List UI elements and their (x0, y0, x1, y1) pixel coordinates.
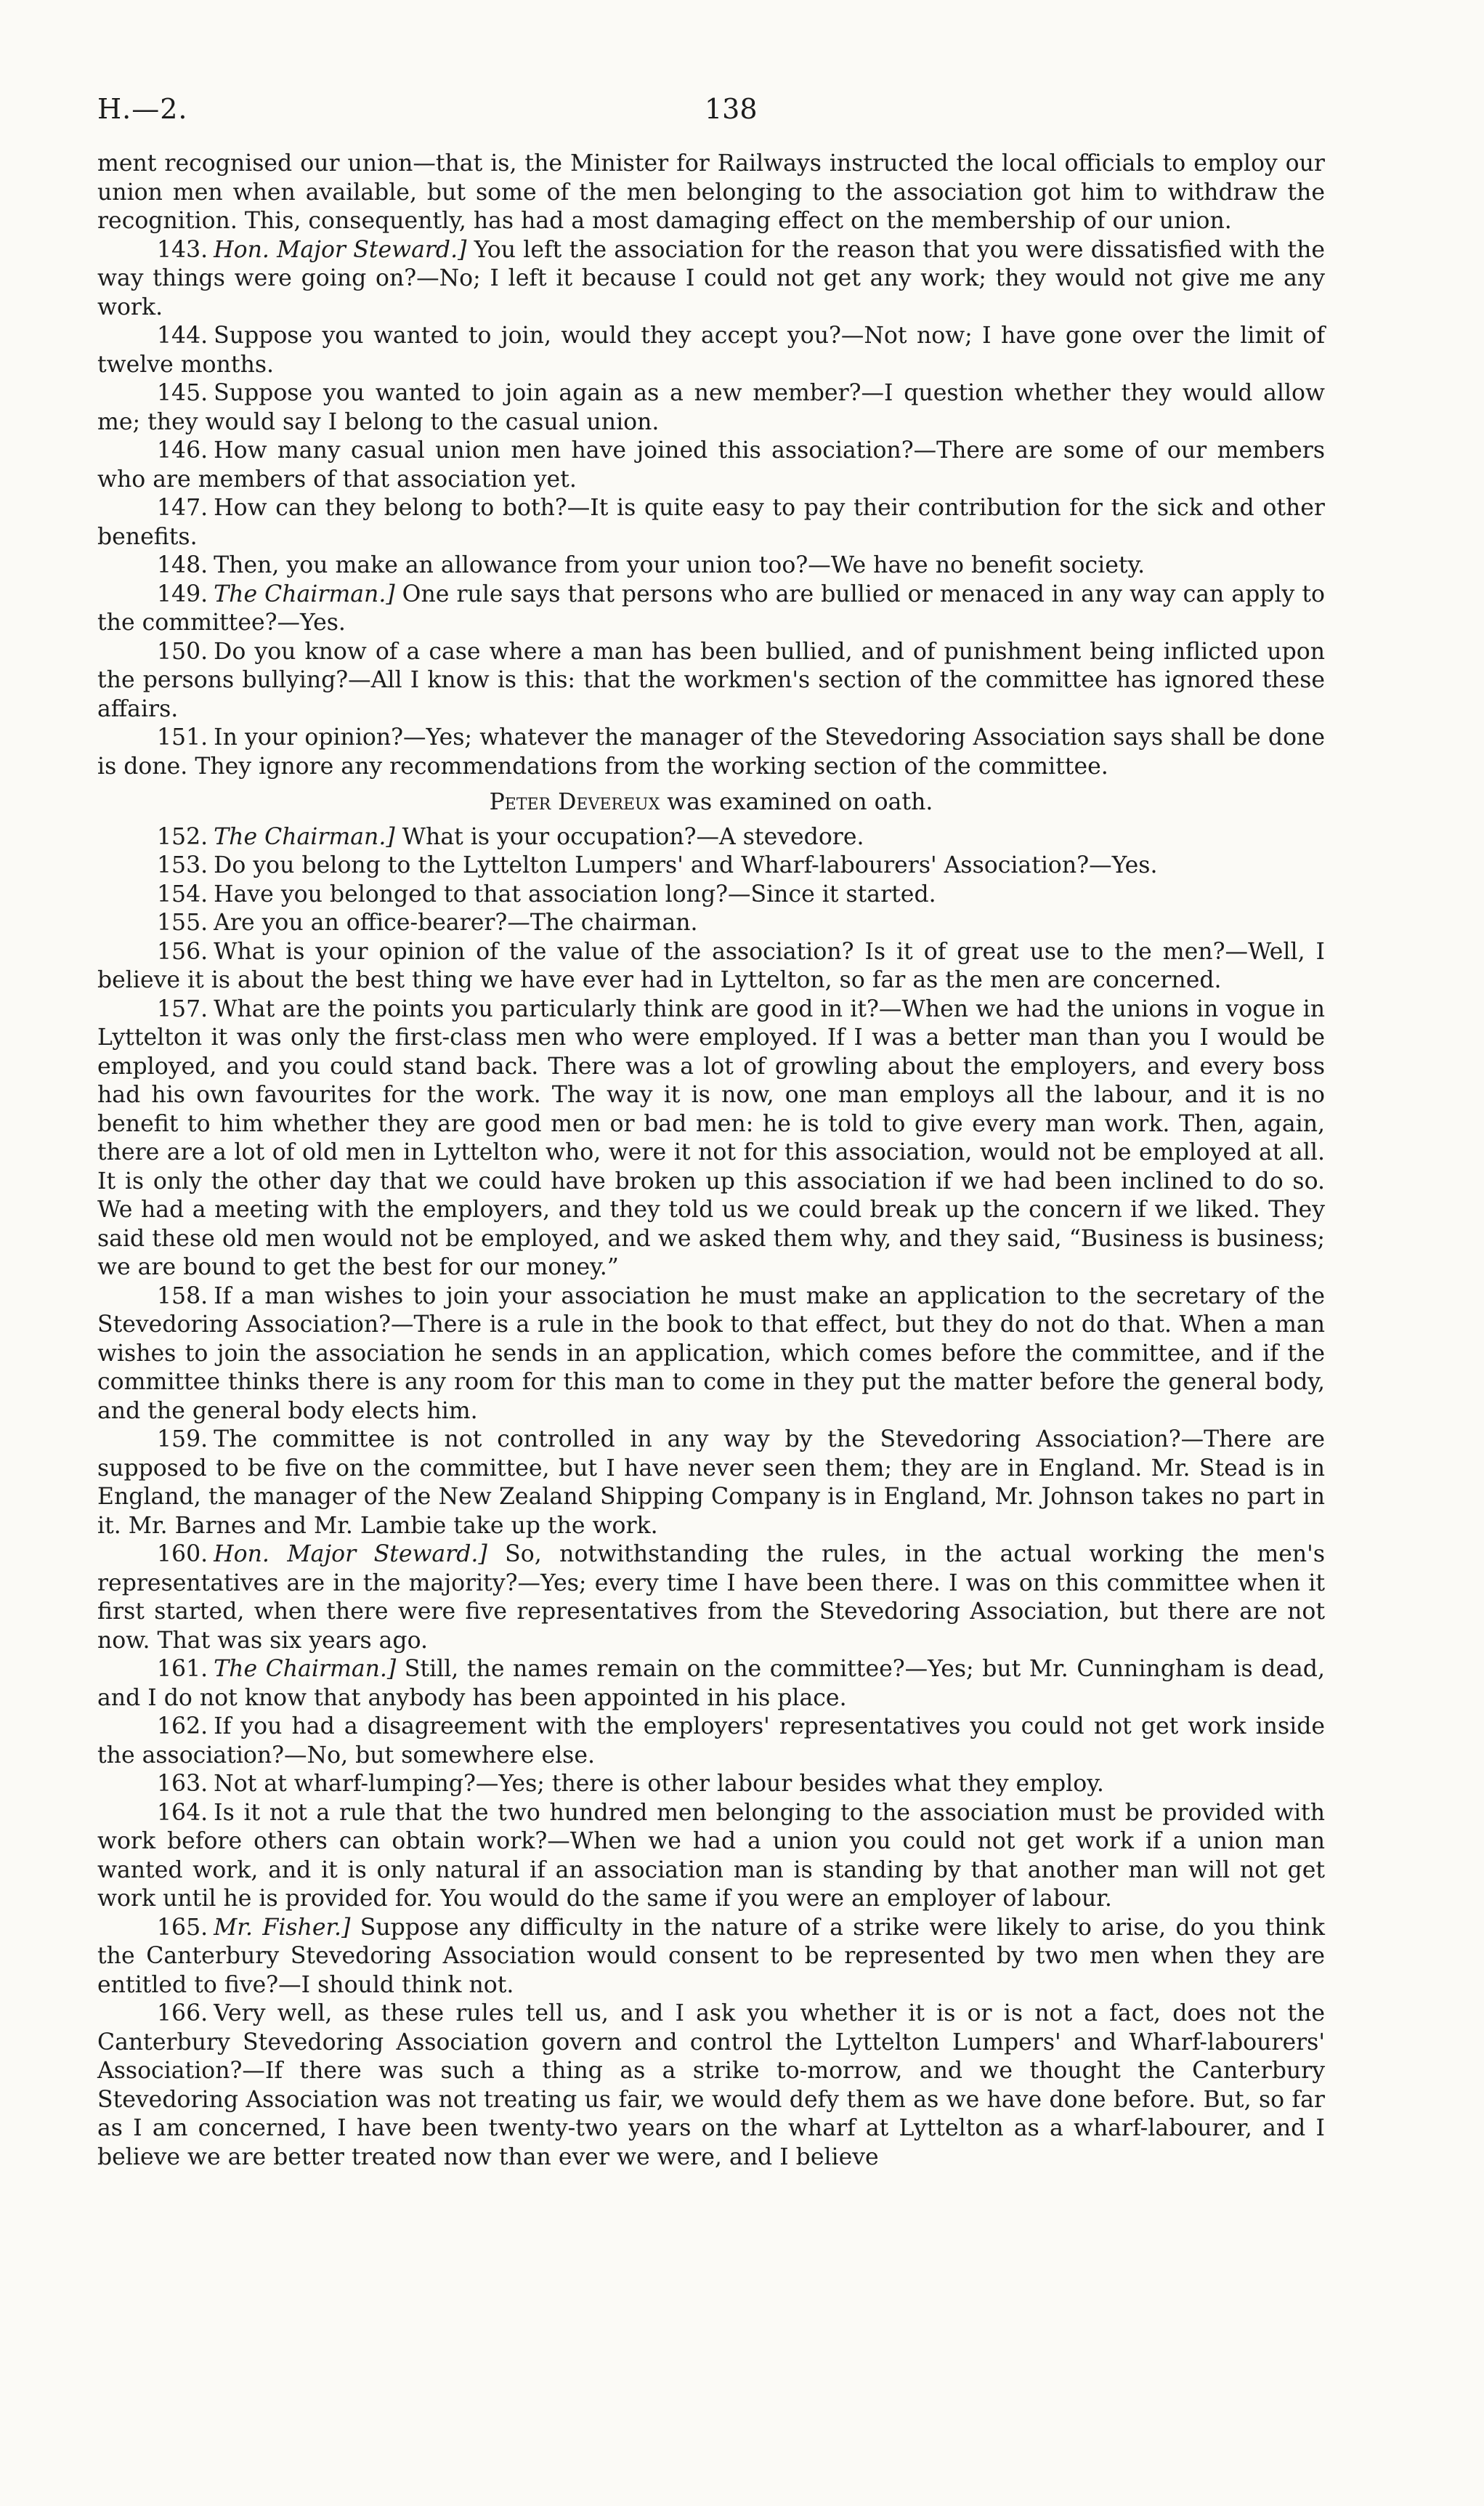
question-text: Suppose any difficulty in the nature of a strike were likely to arise, do you think the Canterbury Stevedoring Association would consent to be represented by two men when they are entitled to five?—I should think not. (97, 1914, 1325, 1998)
question-text: Very well, as these rules tell us, and I ask you whether it is or is not a fact, does not the Canterbury Stevedoring Association govern and control the Lyttelton Lumpers' and Wharf-labourers' Association?—If there was such a thing as a strike to-morrow, and we thought the Canterbury Stevedoring Association was not treating us fair, we would defy them as we have done before. But, so far as I am concerned, I have been twenty-two years on the wharf at Lyttelton as a wharf-labourer, and I believe we are better treated now than ever we were, and I believe (97, 2000, 1325, 2170)
speaker-label: Hon. Major Steward.] (214, 1541, 487, 1567)
question-147 (97, 494, 1325, 551)
question-number: 156. (157, 938, 208, 965)
page-header (97, 93, 1325, 137)
question-text: Suppose you wanted to join again as a new member?—I question whether they would allow me; they would say I belong to the casual union. (97, 380, 1325, 435)
question-text: Do you know of a case where a man has been bullied, and of punishment being inflicted upon the persons bullying?—All I know is this: that the workmen's section of the committee has ignored these affairs. (97, 638, 1325, 722)
question-number: 148. (157, 552, 208, 578)
question-number: 158. (157, 1282, 208, 1309)
question-number: 143. (157, 236, 208, 263)
speaker-label: Hon. Major Steward.] (214, 236, 467, 263)
question-148 (97, 551, 1325, 581)
question-text: So, notwithstanding the rules, in the actual working the men's representatives are in the majority?—Yes; every time I have been there. I was on this committee when it first started, when there were five representatives from the Stevedoring Association, but there are not now. That was six years ago. (97, 1541, 1325, 1654)
question-number: 147. (157, 495, 208, 521)
question-165 (97, 1914, 1325, 2000)
question-156 (97, 938, 1325, 995)
question-number: 155. (157, 910, 208, 936)
question-162 (97, 1713, 1325, 1770)
question-text: Have you belonged to that association long?—Since it started. (214, 881, 936, 908)
question-number: 153. (157, 852, 208, 878)
question-144 (97, 322, 1325, 379)
question-149 (97, 581, 1325, 638)
question-text: If you had a disagreement with the employers' representatives you could not get work inside the association?—No, but somewhere else. (97, 1713, 1325, 1769)
question-text: If a man wishes to join your association he must make an application to the secretary of the Stevedoring Association?—There is a rule in the book to that effect, but they do not do that. When a man wishes to join the association he sends in an application, which comes before the committee, and if the committee thinks there is any room for this man to come in they put the matter before the general body, and the general body elects him. (97, 1282, 1325, 1424)
question-text: The committee is not controlled in any way by the Stevedoring Association?—There are supposed to be five on the committee, but I have never seen them; they are in England. Mr. Stead is in England, the manager of the New Zealand Shipping Company is in England, Mr. Johnson takes no part in it. Mr. Barnes and Mr. Lambie take up the work. (97, 1426, 1325, 1539)
question-145 (97, 379, 1325, 437)
question-152 (97, 823, 1325, 852)
question-text: Is it not a rule that the two hundred men belonging to the association must be provided with work before others can obtain work?—When we had a union you could not get work if a union man wanted work, and it is only natural if an association man is standing by that another man will not get work until he is provided for. You would do the same if you were an employer of labour. (97, 1799, 1325, 1912)
question-number: 164. (157, 1799, 208, 1826)
question-text: One rule says that persons who are bullied or menaced in any way can apply to the committee?—Yes. (97, 581, 1325, 636)
intro-paragraph: ment recognised our union—that is, the Minister for Railways instructed the local officials to employ our union men when available, but some of the men belonging to the association got him to withdraw the recognition. This, consequently, has had a most damaging effect on the membership of our union. (97, 150, 1325, 234)
question-text: Are you an office-bearer?—The chairman. (214, 910, 698, 936)
witness-heading-text: was examined on oath. (660, 789, 933, 815)
question-153 (97, 852, 1325, 881)
question-157 (97, 995, 1325, 1282)
question-159 (97, 1426, 1325, 1540)
question-number: 152. (157, 823, 208, 850)
question-number: 145. (157, 380, 208, 406)
witness-name: Peter Devereux (489, 789, 660, 815)
question-160 (97, 1540, 1325, 1655)
question-number: 157. (157, 995, 208, 1022)
question-number: 144. (157, 323, 208, 349)
question-text: Not at wharf-lumping?—Yes; there is other labour besides what they employ. (214, 1771, 1104, 1797)
question-text: Do you belong to the Lyttelton Lumpers' and Wharf-labourers' Association?—Yes. (214, 852, 1158, 878)
question-text: In your opinion?—Yes; whatever the manager of the Stevedoring Association says shall be done is done. They ignore any recommendations from the working section of the committee. (97, 724, 1325, 780)
question-143 (97, 236, 1325, 323)
question-166 (97, 2000, 1325, 2172)
question-number: 159. (157, 1426, 208, 1452)
question-number: 146. (157, 437, 208, 464)
witness-heading (97, 788, 1325, 817)
question-text: What is your opinion of the value of the association? Is it of great use to the men?—Well, I believe it is about the best thing we have ever had in Lyttelton, so far as the men are concerned. (97, 938, 1325, 993)
question-number: 150. (157, 638, 208, 665)
testimony-text (97, 150, 1325, 2172)
question-text: Then, you make an allowance from your union too?—We have no benefit society. (214, 552, 1146, 578)
question-150 (97, 638, 1325, 724)
document-code: H.—2. (97, 93, 188, 125)
question-number: 162. (157, 1713, 208, 1739)
question-text: Suppose you wanted to join, would they accept you?—Not now; I have gone over the limit of twelve months. (97, 323, 1325, 378)
question-number: 161. (157, 1656, 208, 1682)
question-number: 163. (157, 1771, 208, 1797)
question-146 (97, 437, 1325, 494)
question-text: How many casual union men have joined this association?—There are some of our members who are members of that association yet. (97, 437, 1325, 493)
question-155 (97, 909, 1325, 938)
question-number: 166. (157, 2000, 208, 2026)
speaker-label: The Chairman.] (214, 823, 395, 850)
question-text: You left the association for the reason that you were dissatisfied with the way things were going on?—No; I left it because I could not get any work; they would not give me any work. (97, 236, 1325, 320)
question-text: How can they belong to both?—It is quite easy to pay their contribution for the sick and other benefits. (97, 495, 1325, 550)
question-164 (97, 1799, 1325, 1914)
question-number: 160. (157, 1541, 208, 1567)
question-163 (97, 1770, 1325, 1799)
question-161 (97, 1655, 1325, 1713)
question-text: Still, the names remain on the committee?—Yes; but Mr. Cunningham is dead, and I do not know that anybody has been appointed in his place. (97, 1656, 1325, 1711)
question-158 (97, 1282, 1325, 1426)
question-text: What is your occupation?—A stevedore. (394, 823, 864, 850)
speaker-label: The Chairman.] (214, 1656, 397, 1682)
question-number: 165. (157, 1914, 208, 1941)
question-text: What are the points you particularly think are good in it?—When we had the unions in vogue in Lyttelton it was only the first-class men who were employed. If I was a better man than you I would be employed, and you could stand back. There was a lot of growling about the employers, and every boss had his own favourites for the work. The way it is now, one man employs all the labour, and it is no benefit to him whether they are good men or bad men: he is told to give every man work. Then, again, there are a lot of old men in Lyttelton who, were it not for this association, would not be employed at all. It is only the other day that we could have broken up this association if we had been inclined to do so. We had a meeting with the employers, and they told us we could break up the concern if we liked. They said these old men would not be employed, and we asked them why, and they said, “Business is business; we are bound to get the best for our money.” (97, 995, 1325, 1280)
question-number: 154. (157, 881, 208, 908)
question-154 (97, 881, 1325, 910)
speaker-label: The Chairman.] (214, 581, 395, 607)
speaker-label: Mr. Fisher.] (214, 1914, 351, 1941)
page-number: 138 (705, 93, 758, 125)
question-number: 151. (157, 724, 208, 751)
question-number: 149. (157, 581, 208, 607)
question-151 (97, 724, 1325, 781)
